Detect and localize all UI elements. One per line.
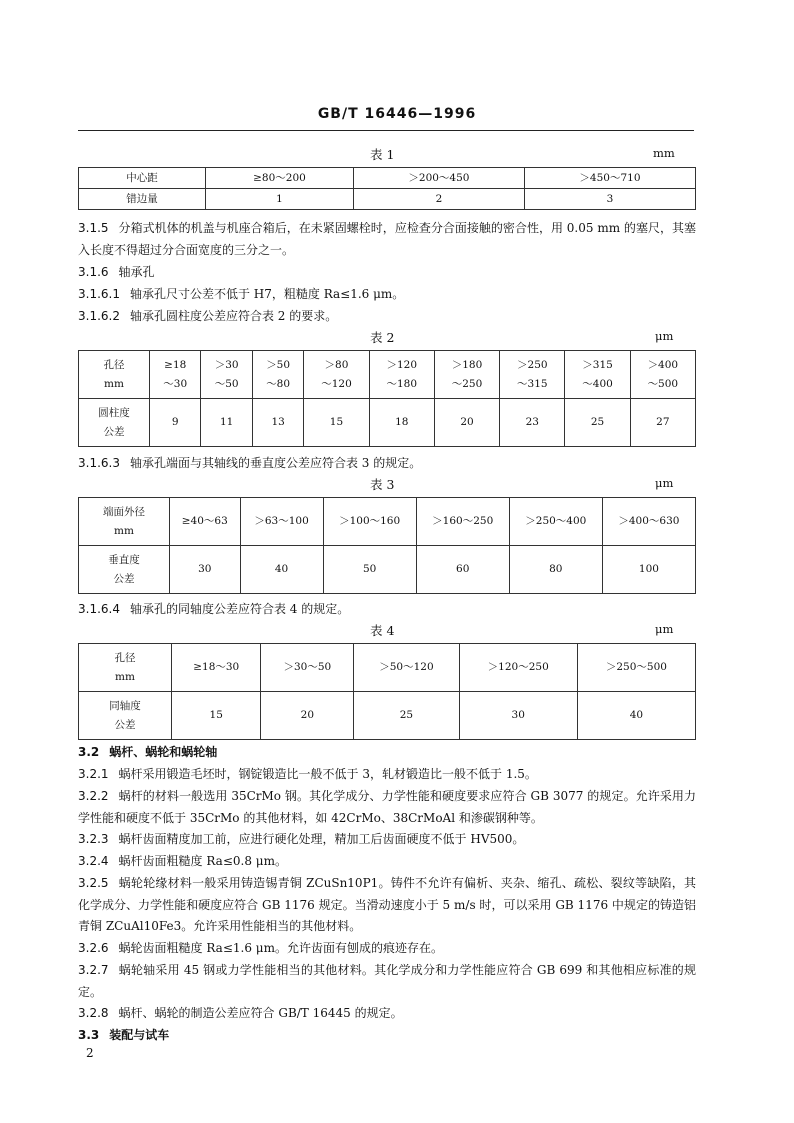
clause-number: 3.1.6.2 <box>78 309 120 323</box>
table3-col: ＞160～250 <box>416 498 509 546</box>
table4-row-header: 同轴度 公差 <box>79 692 172 740</box>
table3-cell: 50 <box>323 546 416 594</box>
section-3-3 <box>78 1025 696 1047</box>
table1-row-header: 中心距 <box>79 168 206 189</box>
clause-number: 3.2.2 <box>78 789 109 803</box>
table4 <box>78 643 696 740</box>
table2-col: ＞120 ～180 <box>369 351 434 399</box>
table3-col: ＞400～630 <box>602 498 695 546</box>
clause-number: 3.1.6 <box>78 265 109 279</box>
table3-cell: 100 <box>602 546 695 594</box>
clause-text: 蜗轮轮缘材料一般采用铸造锡青铜 ZCuSn10P1。铸件不允许有偏析、夹杂、缩孔、疏松、裂纹等缺陷，其化学成分、力学性能和硬度应符合 GB 1176 规定。当滑动速度小于 5 m/s 时，可以采用 GB 1176 中规定的铸造铝青铜 ZCuAl10Fe3。允许采用性能相当的其他材料。 <box>78 876 696 933</box>
table1-unit: mm <box>653 146 675 160</box>
table4-col: ＞30～50 <box>261 644 354 692</box>
table2-col: ＞250 ～315 <box>500 351 565 399</box>
paragraph-3-1-6 <box>78 262 696 284</box>
table1 <box>78 167 696 210</box>
section-3-2 <box>78 742 696 764</box>
table2-col: ＞80 ～120 <box>304 351 369 399</box>
table4-col: ≥18～30 <box>172 644 261 692</box>
clause-number: 3.3 <box>78 1028 100 1042</box>
table1-col: ≥80～200 <box>206 168 354 189</box>
table3-row-header: 端面外径 mm <box>79 498 170 546</box>
table1-row-header: 错边量 <box>79 189 206 210</box>
table2-cell: 23 <box>500 399 565 447</box>
table1-cell: 3 <box>524 189 695 210</box>
clause-text: 轴承孔 <box>118 265 155 279</box>
table4-col: ＞50～120 <box>354 644 459 692</box>
table3-col: ＞63～100 <box>240 498 323 546</box>
clause-text: 轴承孔的同轴度公差应符合表 4 的规定。 <box>129 602 350 616</box>
paragraph-3-1-6-1 <box>78 284 696 306</box>
table2-caption: 表 2 <box>370 330 395 345</box>
clause-text: 蜗杆采用锻造毛坯时，钢锭锻造比一般不低于 3，轧材锻造比一般不低于 1.5。 <box>118 767 537 781</box>
paragraph-3-2-2 <box>78 786 696 829</box>
table2-col: ＞30 ～50 <box>201 351 252 399</box>
table3-col: ＞250～400 <box>509 498 602 546</box>
table2-col: ＞180 ～250 <box>434 351 499 399</box>
paragraph-3-1-6-3 <box>78 453 696 475</box>
table4-col: ＞250～500 <box>577 644 695 692</box>
clause-text: 蜗杆齿面粗糙度 Ra≤0.8 μm。 <box>118 854 287 868</box>
table2 <box>78 350 696 447</box>
clause-number: 3.2.8 <box>78 1006 109 1020</box>
table1-col: ＞450～710 <box>524 168 695 189</box>
table2-cell: 13 <box>252 399 303 447</box>
table3-unit: μm <box>655 476 674 490</box>
clause-number: 3.2.7 <box>78 963 109 977</box>
clause-number: 3.2.4 <box>78 854 109 868</box>
paragraph-3-1-5 <box>78 218 696 261</box>
table1-caption: 表 1 <box>370 147 395 162</box>
table3-col: ＞100～160 <box>323 498 416 546</box>
paragraph-3-2-8 <box>78 1003 696 1025</box>
clause-number: 3.1.6.4 <box>78 602 120 616</box>
table3-caption: 表 3 <box>370 477 395 492</box>
table3 <box>78 497 696 594</box>
table1-cell: 1 <box>206 189 354 210</box>
paragraph-3-2-5 <box>78 873 696 938</box>
paragraph-3-1-6-2 <box>78 306 696 328</box>
table3-row-header: 垂直度 公差 <box>79 546 170 594</box>
paragraph-3-2-1 <box>78 764 696 786</box>
table2-col: ＞50 ～80 <box>252 351 303 399</box>
paragraph-3-2-4 <box>78 851 696 873</box>
paragraph-3-2-7 <box>78 960 696 1003</box>
table2-row-header: 孔径 mm <box>79 351 150 399</box>
clause-text: 轴承孔尺寸公差不低于 H7，粗糙度 Ra≤1.6 μm。 <box>129 287 405 301</box>
table2-cell: 18 <box>369 399 434 447</box>
table3-cell: 80 <box>509 546 602 594</box>
table4-unit: μm <box>655 622 674 636</box>
table4-caption: 表 4 <box>370 623 395 638</box>
clause-number: 3.2.6 <box>78 941 109 955</box>
clause-text: 蜗轮齿面粗糙度 Ra≤1.6 μm。允许齿面有刨成的痕迹存在。 <box>118 941 443 955</box>
section-title: 蜗杆、蜗轮和蜗轮轴 <box>109 745 218 759</box>
clause-number: 3.2.1 <box>78 767 109 781</box>
table1-col: ＞200～450 <box>353 168 524 189</box>
table4-cell: 20 <box>261 692 354 740</box>
table1-cell: 2 <box>353 189 524 210</box>
table3-cell: 60 <box>416 546 509 594</box>
table2-col: ≥18 ～30 <box>150 351 201 399</box>
paragraph-3-2-3 <box>78 829 696 851</box>
clause-text: 轴承孔端面与其轴线的垂直度公差应符合表 3 的规定。 <box>129 456 422 470</box>
table4-col: ＞120～250 <box>459 644 577 692</box>
table2-cell: 11 <box>201 399 252 447</box>
paragraph-3-1-6-4 <box>78 599 696 621</box>
table3-cell: 30 <box>170 546 241 594</box>
clause-number: 3.1.6.1 <box>78 287 120 301</box>
table4-row-header: 孔径 mm <box>79 644 172 692</box>
clause-text: 蜗杆齿面精度加工前，应进行硬化处理，精加工后齿面硬度不低于 HV500。 <box>118 832 525 846</box>
table4-cell: 15 <box>172 692 261 740</box>
paragraph-3-2-6 <box>78 938 696 960</box>
clause-text: 蜗轮轴采用 45 钢或力学性能相当的其他材料。其化学成分和力学性能应符合 GB 699 和其他相应标准的规定。 <box>78 963 696 999</box>
table3-col: ≥40～63 <box>170 498 241 546</box>
header-rule <box>78 130 694 131</box>
table4-cell: 40 <box>577 692 695 740</box>
clause-number: 3.2.5 <box>78 876 109 890</box>
table2-cell: 25 <box>565 399 630 447</box>
clause-number: 3.1.5 <box>78 221 109 235</box>
clause-text: 轴承孔圆柱度公差应符合表 2 的要求。 <box>129 309 338 323</box>
section-title: 装配与试车 <box>109 1028 170 1042</box>
table2-col: ＞315 ～400 <box>565 351 630 399</box>
table2-unit: μm <box>655 329 674 343</box>
table3-cell: 40 <box>240 546 323 594</box>
clause-text: 蜗杆的材料一般选用 35CrMo 钢。其化学成分、力学性能和硬度要求应符合 GB 3077 的规定。允许采用力学性能和硬度不低于 35CrMo 的其他材料，如 42CrMo、38CrMoAl 和渗碳钢种等。 <box>78 789 696 825</box>
table2-row-header: 圆柱度 公差 <box>79 399 150 447</box>
clause-text: 分箱式机体的机盖与机座合箱后，在未紧固螺栓时，应检查分合面接触的密合性，用 0.05 mm 的塞尺，其塞入长度不得超过分合面宽度的三分之一。 <box>78 221 696 257</box>
table2-col: ＞400 ～500 <box>630 351 695 399</box>
table2-cell: 9 <box>150 399 201 447</box>
page-header: GB/T 16446—1996 <box>317 106 477 122</box>
table2-cell: 15 <box>304 399 369 447</box>
table4-cell: 25 <box>354 692 459 740</box>
table2-cell: 27 <box>630 399 695 447</box>
clause-number: 3.2 <box>78 745 100 759</box>
clause-number: 3.2.3 <box>78 832 109 846</box>
page-number: 2 <box>86 1046 94 1060</box>
clause-text: 蜗杆、蜗轮的制造公差应符合 GB/T 16445 的规定。 <box>118 1006 403 1020</box>
table2-cell: 20 <box>434 399 499 447</box>
table4-cell: 30 <box>459 692 577 740</box>
clause-number: 3.1.6.3 <box>78 456 120 470</box>
